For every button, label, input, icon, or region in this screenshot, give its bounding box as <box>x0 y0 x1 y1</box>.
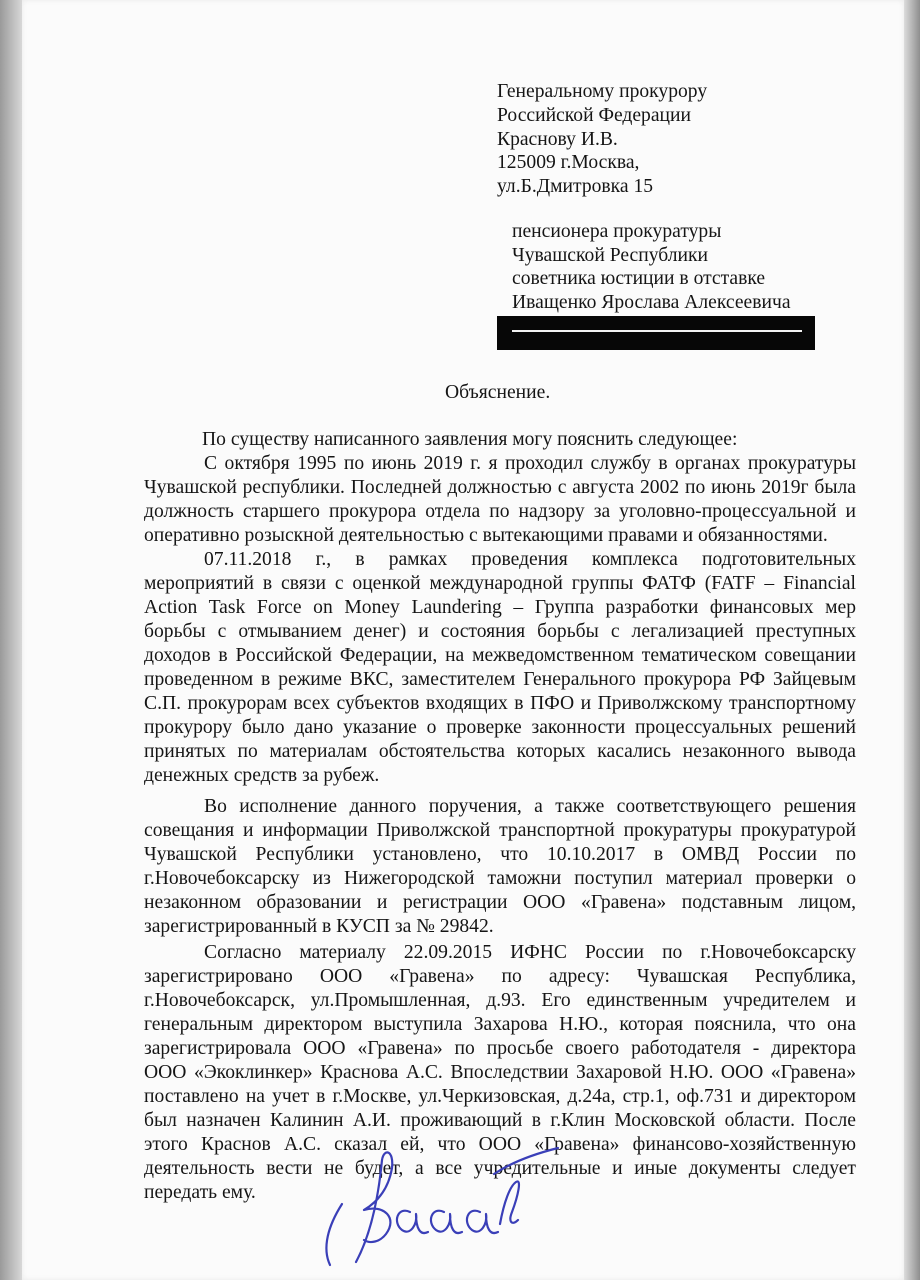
body-line: мероприятий в связи с оценкой международной группы ФАТФ (FATF – Financial <box>144 573 856 594</box>
body-line: По существу написанного заявления могу пояснить следующее: <box>202 429 738 450</box>
sender-line: советника юстиции в отставке <box>512 268 766 289</box>
body-line: деятельность вести не будет, а все учредительные и иные документы следует <box>144 1158 856 1179</box>
addressee-line: Российской Федерации <box>497 105 691 126</box>
sender-line: пенсионера прокуратуры <box>512 221 722 242</box>
body-line: поставлено на учет в г.Москве, ул.Черкизовская, д.24а, стр.1, оф.731 и директором <box>144 1086 856 1107</box>
body-line: прокурору было дано указание о проверке законности процессуальных решений <box>144 717 856 738</box>
body-line: проведенном в режиме ВКС, заместителем Генерального прокурора РФ Зайцевым <box>144 669 856 690</box>
body-line: зарегистрировано ООО «Гравена» по адресу: Чувашская Республика, <box>144 966 856 987</box>
document-title: Объяснение. <box>445 382 551 403</box>
body-line: совещания и информации Приволжской транспортной прокуратуры прокуратурой <box>144 820 856 841</box>
body-line: Согласно материалу 22.09.2015 ИФНС России по г.Новочебоксарску <box>204 942 856 963</box>
addressee-line: 125009 г.Москва, <box>497 152 640 173</box>
body-line: Чувашской Республики установлено, что 10.10.2017 в ОМВД России по <box>144 844 856 865</box>
body-line: зарегистрированный в КУСП за № 29842. <box>144 916 494 937</box>
body-line: этого Краснов А.С. сказал ей, что ООО «Гравена» финансово-хозяйственную <box>144 1134 856 1155</box>
body-line: денежных средств за рубеж. <box>144 765 380 786</box>
scan-shadow-left <box>0 0 22 1280</box>
body-line: передать ему. <box>144 1182 256 1203</box>
body-line: С октября 1995 по июнь 2019 г. я проходил службу в органах прокуратуры <box>204 453 856 474</box>
addressee-line: ул.Б.Дмитровка 15 <box>497 176 654 197</box>
body-line: незаконном образовании и регистрации ООО «Гравена» подставным лицом, <box>144 892 856 913</box>
redaction-bar <box>497 316 815 350</box>
body-line: должность старшего прокурора отдела по надзору за уголовно-процессуальной и <box>144 501 856 522</box>
sender-line: Иващенко Ярослава Алексеевича <box>512 292 791 313</box>
addressee-line: Краснову И.В. <box>497 129 618 150</box>
body-line: С.П. прокурорам всех субъектов входящих в ПФО и Приволжскому транспортному <box>144 693 856 714</box>
body-line: г.Новочебоксарск, ул.Промышленная, д.93. Его единственным учредителем и <box>144 990 856 1011</box>
body-line: ООО «Экоклинкер» Краснова А.С. Впоследствии Захаровой Н.Ю. ООО «Гравена» <box>144 1062 856 1083</box>
body-line: Чувашской республики. Последней должностью с августа 2002 по июнь 2019г была <box>144 477 856 498</box>
body-line: доходов в Российской Федерации, на межведомственном тематическом совещании <box>144 645 856 666</box>
body-line: 07.11.2018 г., в рамках проведения комплекса подготовительных <box>204 549 856 570</box>
body-line: принятых по материалам обстоятельства которых касались незаконного вывода <box>144 741 856 762</box>
body-line: генеральным директором выступила Захарова Н.Ю., которая пояснила, что она <box>144 1014 856 1035</box>
body-line: оперативно розыскной деятельностью с вытекающими правами и обязанностями. <box>144 525 828 546</box>
addressee-line: Генеральному прокурору <box>497 81 708 102</box>
body-line: борьбы с отмыванием денег) и состояния борьбы с легализацией преступных <box>144 621 856 642</box>
body-line: был назначен Калинин А.И. проживающий в г.Клин Московской области. После <box>144 1110 856 1131</box>
body-line: зарегистрировала ООО «Гравена» по просьбе своего работодателя - директора <box>144 1038 856 1059</box>
scan-shadow-right <box>904 0 920 1280</box>
sender-line: Чувашской Республики <box>512 245 709 266</box>
body-line: Во исполнение данного поручения, а также соответствующего решения <box>204 796 856 817</box>
document-page <box>22 0 904 1280</box>
redaction-underline <box>512 330 802 332</box>
handwritten-signature <box>312 1140 562 1268</box>
body-line: Action Task Force on Money Laundering – Группа разработки финансовых мер <box>144 597 856 618</box>
body-line: г.Новочебоксарску из Нижегородской таможни поступил материал проверки о <box>144 868 856 889</box>
